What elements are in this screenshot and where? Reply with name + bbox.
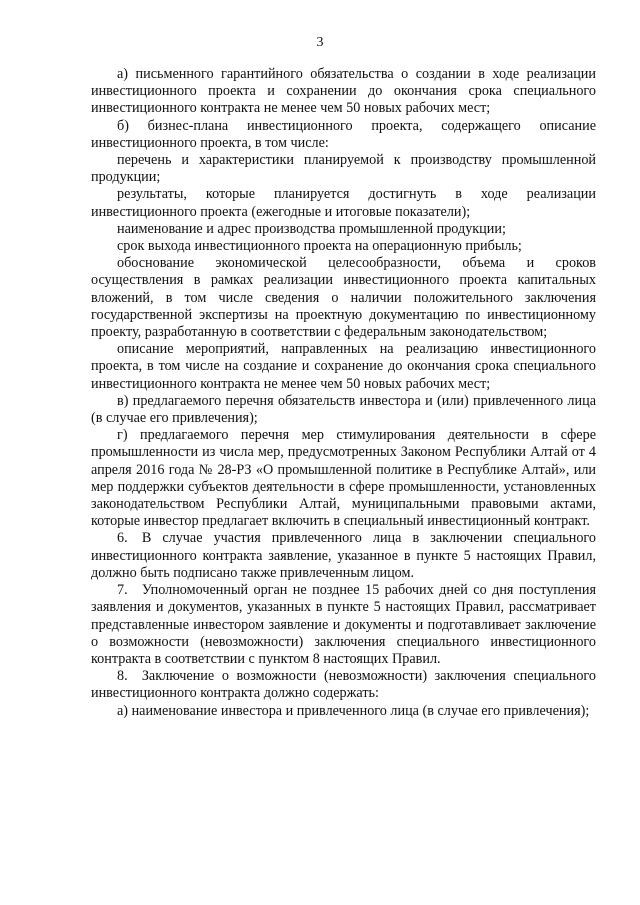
- paragraph-6-attracted-person: 6. В случае участия привлеченного лица в заключении специального инвестиционного контракта заявление, указанное в пункте 5 настоящих Правил, должно быть подписано также привлеченным лицом.: [91, 530, 596, 581]
- paragraph-b-business-plan: б) бизнес-плана инвестиционного проекта, содержащего описание инвестиционного проекта, в том числе:: [91, 117, 596, 151]
- paragraph-results: результаты, которые планируется достигнуть в ходе реализации инвестиционного проекта (ежегодные и итоговые показатели);: [91, 186, 596, 220]
- page-number: 3: [316, 35, 324, 50]
- paragraph-8-conclusion: 8. Заключение о возможности (невозможности) заключения специального инвестиционного контракта должно содержать:: [91, 668, 596, 702]
- paragraph-production-address: наименование и адрес производства промышленной продукции;: [117, 220, 506, 237]
- paragraph-profit-term: срок выхода инвестиционного проекта на операционную прибыль;: [117, 238, 522, 255]
- document-body: [91, 66, 596, 720]
- paragraph-justification: обоснование экономической целесообразности, объема и сроков осуществления в рамках реализации инвестиционного проекта капитальных вложений, в том числе сведения о наличии положительного заключения государственной экспертизы на проектную документацию по инвестиционному проекту, разработанную в соответствии с федеральным законодательством;: [91, 255, 596, 341]
- paragraph-product-list: перечень и характеристики планируемой к производству промышленной продукции;: [91, 152, 596, 186]
- paragraph-g-incentives: г) предлагаемого перечня мер стимулирования деятельности в сфере промышленности из числа мер, предусмотренных Законом Республики Алтай от 4 апреля 2016 года № 28-РЗ «О промышленной политике в Республике Алтай», или мер поддержки субъектов деятельности в сфере промышленности, установленных законодательством Республики Алтай, муниципальными правовыми актами, которые инвестор предлагает включить в специальный инвестиционный контракт.: [91, 427, 596, 530]
- paragraph-a-investor-name: а) наименование инвестора и привлеченного лица (в случае его привлечения);: [117, 702, 590, 719]
- paragraph-a-guarantee: а) письменного гарантийного обязательства о создании в ходе реализации инвестиционного проекта и сохранении до окончания срока специального инвестиционного контракта не менее чем 50 новых рабочих мест;: [91, 66, 596, 117]
- paragraph-v-obligations: в) предлагаемого перечня обязательств инвестора и (или) привлеченного лица (в случае его привлечения);: [91, 392, 596, 427]
- paragraph-7-authorized-body: 7. Уполномоченный орган не позднее 15 рабочих дней со дня поступления заявления и документов, указанных в пункте 5 настоящих Правил, рассматривает представленные инвестором заявление и документы и подготавливает заключение о возможности (невозможности) заключения специального инвестиционного контракта в соответствии с пунктом 8 настоящих Правил.: [91, 582, 596, 667]
- paragraph-measures-description: описание мероприятий, направленных на реализацию инвестиционного проекта, в том числе на создание и сохранение до окончания срока специального инвестиционного контракта не менее чем 50 новых рабочих мест;: [91, 341, 596, 392]
